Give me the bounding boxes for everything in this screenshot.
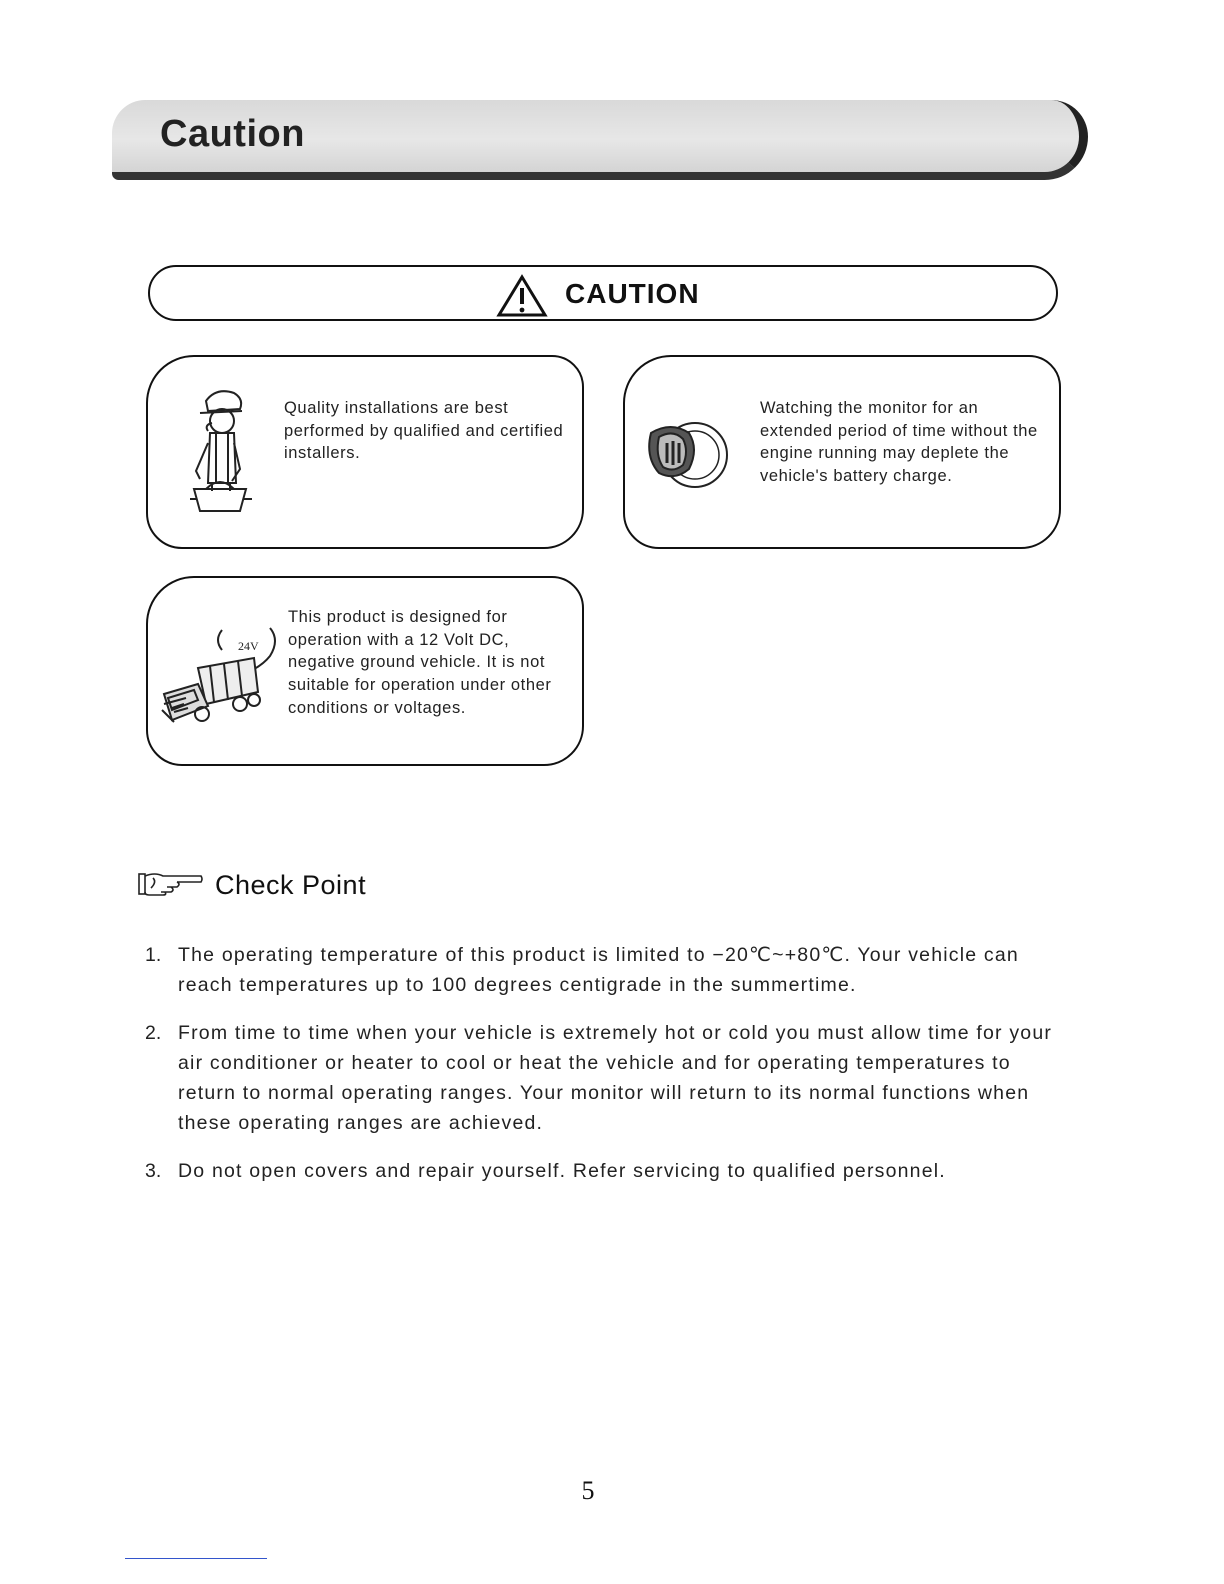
caution-card-voltage	[146, 576, 584, 766]
caution-card-battery	[623, 355, 1061, 549]
list-item-text: The operating temperature of this product is limited to −20℃~+80℃. Your vehicle can reach temperatures up to 100 degrees centigrade in the summertime.	[178, 944, 1019, 996]
list-item-number: 1.	[145, 944, 162, 966]
check-point-title: Check Point	[215, 870, 367, 900]
list-item	[145, 1156, 1075, 1186]
caution-label: CAUTION	[565, 278, 700, 309]
card-voltage-text: This product is designed for operation with a 12 Volt DC, negative ground vehicle. It is not suitable for operation under other conditions or voltages.	[288, 608, 552, 717]
warning-triangle-icon	[495, 273, 549, 319]
card-installers-text: Quality installations are best performed by qualified and certified installers.	[284, 399, 564, 463]
footer-rule	[125, 1558, 267, 1559]
list-item-number: 3.	[145, 1160, 162, 1182]
list-item-number: 2.	[145, 1022, 162, 1044]
check-point-list	[145, 940, 1075, 1204]
ignition-key-illustration-icon	[645, 419, 733, 491]
list-item	[145, 1018, 1075, 1138]
list-item	[145, 940, 1075, 1000]
pointing-hand-icon	[137, 868, 205, 896]
caution-card-installers	[146, 355, 584, 549]
list-item-text: Do not open covers and repair yourself. Refer servicing to qualified personnel.	[178, 1160, 946, 1182]
truck-24v-illustration-icon	[158, 622, 288, 732]
installer-illustration-icon	[186, 387, 256, 519]
list-item-text: From time to time when your vehicle is extremely hot or cold you must allow time for your air conditioner or heater to cool or heat the vehicle and for operating temperatures to return to normal operating ranges. Your monitor will return to its normal functions when these operating ranges are achieved.	[178, 1022, 1053, 1134]
voltage-label: 24V	[238, 639, 259, 653]
page-number: 5	[581, 1476, 595, 1505]
caution-banner	[148, 265, 1058, 321]
card-battery-text: Watching the monitor for an extended period of time without the engine running may deplete the vehicle's battery charge.	[760, 399, 1038, 486]
page-title: Caution	[160, 113, 305, 155]
